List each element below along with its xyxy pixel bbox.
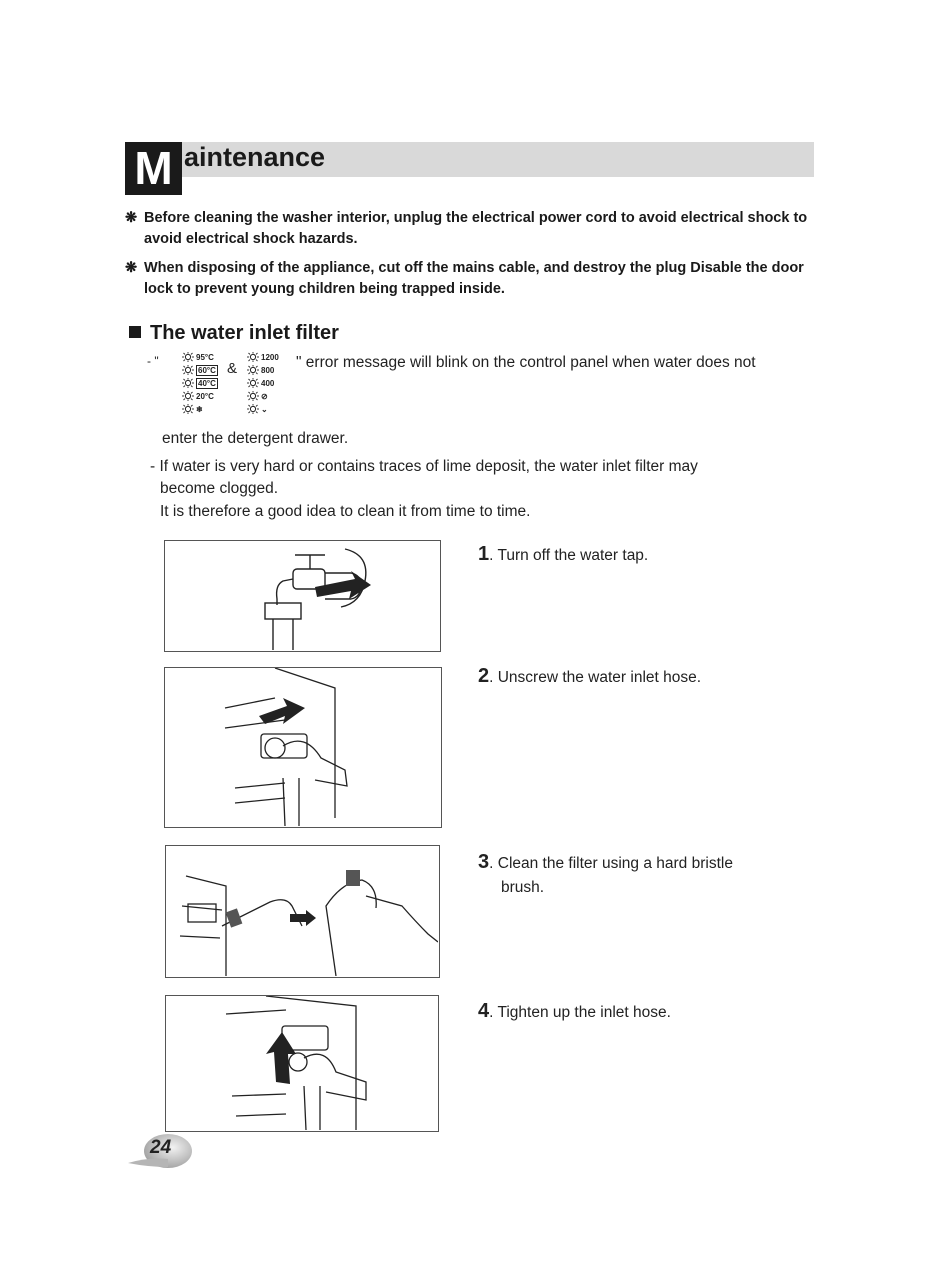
- led-icon: [245, 391, 261, 401]
- error-message-cont: enter the detergent drawer.: [162, 430, 349, 447]
- temp-label: 95°C: [196, 352, 214, 362]
- unscrew-hose-illustration: [165, 668, 440, 826]
- hard-water-line1: - If water is very hard or contains traces of lime deposit, the water inlet filter may: [150, 458, 698, 475]
- header-initial: M: [125, 142, 182, 195]
- cold-icon: ❄: [196, 404, 203, 414]
- warning-disposal: [125, 258, 815, 300]
- led-icon: [245, 352, 261, 362]
- step-3: 3. Clean the filter using a hard bristle: [478, 851, 733, 873]
- quote-open: - ": [147, 354, 159, 368]
- spin-label: 800: [261, 365, 275, 375]
- page-title: aintenance: [184, 142, 326, 172]
- step-number: 2: [478, 665, 490, 687]
- step-number: 1: [478, 543, 490, 565]
- led-icon: [245, 378, 261, 388]
- page-number: 24: [150, 1137, 172, 1158]
- tighten-hose-illustration: [166, 996, 437, 1130]
- step-text: Clean the filter using a hard bristle: [497, 855, 733, 872]
- spin-leds: [245, 352, 295, 424]
- step-1: [478, 543, 648, 567]
- step-4: [478, 1000, 671, 1024]
- step-text: . Tighten up the inlet hose.: [489, 1004, 671, 1021]
- led-icon: [180, 378, 196, 388]
- clean-filter-illustration: [166, 846, 438, 976]
- temp-label: 20°C: [196, 391, 214, 401]
- rinse-hold-icon: ⌄: [261, 404, 268, 414]
- ampersand: &: [227, 360, 238, 377]
- spin-label: 400: [261, 378, 275, 388]
- section-title: The water inlet filter: [150, 322, 339, 344]
- temp-label: 40°C: [198, 378, 216, 388]
- square-bullet-icon: [129, 326, 141, 338]
- no-spin-icon: ⊘: [261, 391, 268, 401]
- tap-illustration: [165, 541, 439, 650]
- asterisk-icon: ❋: [125, 260, 138, 276]
- warning-unplug: [125, 208, 815, 250]
- step-2: [478, 665, 701, 689]
- asterisk-icon: ❋: [125, 210, 138, 226]
- figure-unscrew-hose: [164, 667, 442, 828]
- led-icon: [180, 352, 196, 362]
- figure-clean-filter: [165, 845, 440, 978]
- step-text: . Unscrew the water inlet hose.: [489, 669, 702, 686]
- temperature-leds: [180, 352, 250, 424]
- warning-text: When disposing of the appliance, cut off the mains cable, and destroy the plug Disable the door lock to prevent young children being trapped inside.: [144, 260, 804, 297]
- led-icon: [245, 404, 261, 414]
- led-icon: [180, 365, 196, 375]
- step-text: . Turn off the water tap.: [489, 547, 649, 564]
- step-number: 3: [478, 851, 490, 873]
- step-number: 4: [478, 1000, 490, 1022]
- figure-turn-off-tap: [164, 540, 441, 652]
- led-icon: [180, 391, 196, 401]
- hard-water-line2: become clogged.: [160, 480, 279, 497]
- step-3-cont: brush.: [501, 879, 545, 896]
- warning-text: Before cleaning the washer interior, unplug the electrical power cord to avoid electrical shock to avoid electrical shock hazards.: [144, 210, 808, 247]
- error-message: " error message will blink on the control panel when water does not: [296, 354, 756, 371]
- spin-label: 1200: [261, 352, 279, 362]
- hard-water-line3: It is therefore a good idea to clean it from time to time.: [160, 503, 531, 520]
- led-icon: [180, 404, 196, 414]
- temp-label: 60°C: [198, 365, 216, 375]
- led-icon: [245, 365, 261, 375]
- figure-tighten-hose: [165, 995, 439, 1132]
